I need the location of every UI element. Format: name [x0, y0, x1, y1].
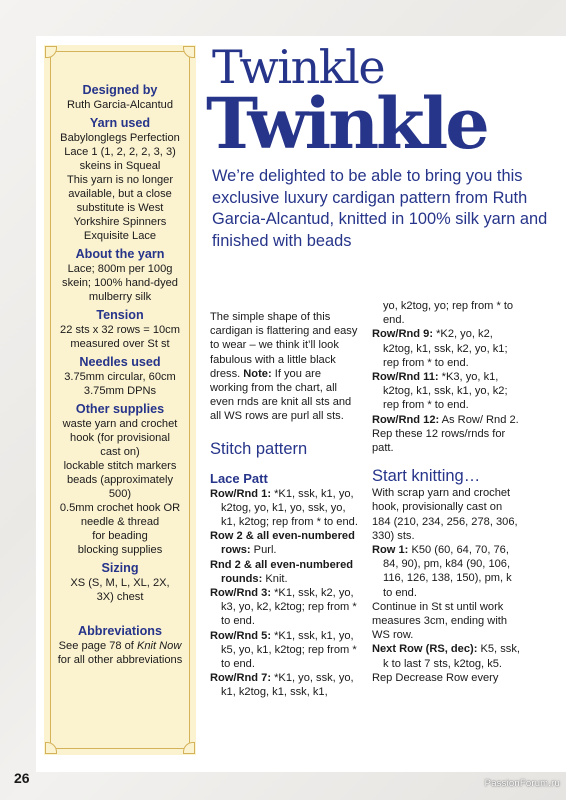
tension-line: measured over St st [70, 338, 170, 350]
sizing-line: 3X) chest [96, 591, 144, 603]
pattern-row: Row/Rnd 1: *K1, ssk, k1, yo, k2tog, yo, k1, yo, ssk, yo, k1, k2tog; rep from * to end. [210, 487, 358, 529]
supplies-line: beads (approximately [66, 474, 174, 486]
sizing-line: XS (S, M, L, XL, 2X, [70, 577, 170, 589]
title-line-1: Twinkle [212, 40, 385, 94]
about-line: Lace; 800m per 100g [67, 263, 173, 275]
pattern-row: Next Row (RS, dec): K5, ssk, k to last 7 sts, k2tog, k5. [372, 643, 520, 670]
yarn-used-heading: Yarn used [89, 116, 151, 130]
magazine-name: Knit Now [136, 640, 182, 652]
cast-on-paragraph: With scrap yarn and crochet hook, provisionally cast on 184 (210, 234, 256, 278, 306, 330) sts. [372, 487, 518, 542]
sidebar-content [54, 83, 186, 667]
start-knitting-heading: Start knitting… [372, 467, 481, 486]
pattern-row: Row/Rnd 9: *K2, yo, k2, k2tog, k1, ssk, k2, yo, k1; rep from * to end. [372, 328, 508, 369]
yarn-line: Lace 1 (1, 2, 2, 2, 3, 3) [64, 146, 176, 158]
about-line: mulberry silk [88, 291, 152, 303]
about-yarn-heading: About the yarn [75, 247, 165, 261]
supplies-line: 500) [108, 488, 132, 500]
yarn-line: Yorkshire Spinners [73, 216, 167, 228]
needles-heading: Needles used [79, 355, 161, 369]
pattern-row: Row/Rnd 5: *K1, ssk, k1, yo, k5, yo, k1, k2tog; rep from * to end. [210, 629, 357, 671]
pattern-row: Row/Rnd 7: *K1, yo, ssk, yo, k1, k2tog, k1, ssk, k1, [210, 672, 354, 699]
tension-heading: Tension [96, 308, 144, 322]
supplies-line: 0.5mm crochet hook OR [59, 502, 181, 514]
yarn-line: available, but a close [68, 188, 172, 200]
pattern-info-sidebar [44, 45, 196, 755]
supplies-line: blocking supplies [77, 544, 163, 556]
pattern-row: Row/Rnd 12: As Row/ Rnd 2. [372, 413, 519, 426]
supplies-line: hook (for provisional [70, 432, 170, 444]
other-supplies-heading: Other supplies [75, 402, 165, 416]
supplies-line: needle & thread [80, 516, 160, 528]
yarn-line: skeins in Squeal [79, 160, 161, 172]
designer-name: Ruth Garcia-Alcantud [66, 99, 174, 111]
pattern-row: Row/Rnd 11: *K3, yo, k1, k2tog, k1, ssk, k1, yo, k2; rep from * to end. [372, 371, 508, 412]
pattern-row: Row 2 & all even-numbered rows: Purl. [210, 530, 355, 557]
supplies-line: lockable stitch markers [63, 460, 177, 472]
repeat-decrease-paragraph: Rep Decrease Row every [372, 671, 499, 684]
title-line-2: Twinkle [206, 82, 487, 165]
pattern-row: Rnd 2 & all even-numbered rounds: Knit. [210, 558, 354, 585]
supplies-line: for beading [92, 530, 148, 542]
stitch-pattern-heading: Stitch pattern [210, 439, 308, 458]
needles-line: 3.75mm DPNs [83, 385, 157, 397]
yarn-line: This yarn is no longer [66, 174, 174, 186]
pattern-row: Row/Rnd 3: *K1, ssk, k2, yo, k3, yo, k2, k2tog; rep from * to end. [210, 587, 357, 628]
lace-patt-heading: Lace Patt [210, 470, 268, 486]
sizing-heading: Sizing [101, 561, 139, 575]
continue-paragraph: Continue in St st until work measures 3cm, ending with WS row. [372, 600, 508, 642]
abbreviations-line: See page 78 of Knit Now [58, 640, 182, 652]
abbreviations-heading: Abbreviations [78, 624, 162, 638]
page-number: 26 [14, 770, 30, 786]
intro-paragraph: The simple shape of this cardigan is flattering and easy to wear – we think it’ll look fabulous with a little black dress. Note: If you are working from the chart, all even rnds are knit all sts and all WS rows are purl all sts. [210, 311, 358, 423]
standfirst: We’re delighted to be able to bring you this exclusive luxury cardigan pattern from Ruth Garcia-Alcantud, knitted in 100% silk yarn and finished with beads [212, 167, 548, 250]
about-line: skein; 100% hand-dyed [62, 277, 178, 289]
body-column-2 [372, 299, 522, 685]
needles-line: 3.75mm circular, 60cm [64, 371, 176, 383]
yarn-line: Exquisite Lace [83, 230, 157, 242]
designed-by-heading: Designed by [82, 83, 158, 97]
repeat-note: Rep these 12 rows/rnds for patt. [372, 427, 506, 455]
pattern-row-continued: yo, k2tog, yo; rep from * to end. [383, 300, 514, 327]
pattern-row: Row 1: K50 (60, 64, 70, 76, 84, 90), pm, k84 (90, 106, 116, 126, 138, 150), pm, k to end. [372, 544, 512, 599]
tension-line: 22 sts x 32 rows = 10cm [60, 324, 180, 336]
supplies-line: waste yarn and crochet [62, 418, 178, 430]
supplies-line: cast on) [100, 446, 140, 458]
yarn-line: substitute is West [76, 202, 164, 214]
abbreviations-line: for all other abbreviations [57, 654, 183, 666]
watermark: PassionForum.ru [484, 778, 560, 789]
body-column-1 [210, 310, 360, 700]
yarn-line: Babylonglegs Perfection [60, 132, 180, 144]
